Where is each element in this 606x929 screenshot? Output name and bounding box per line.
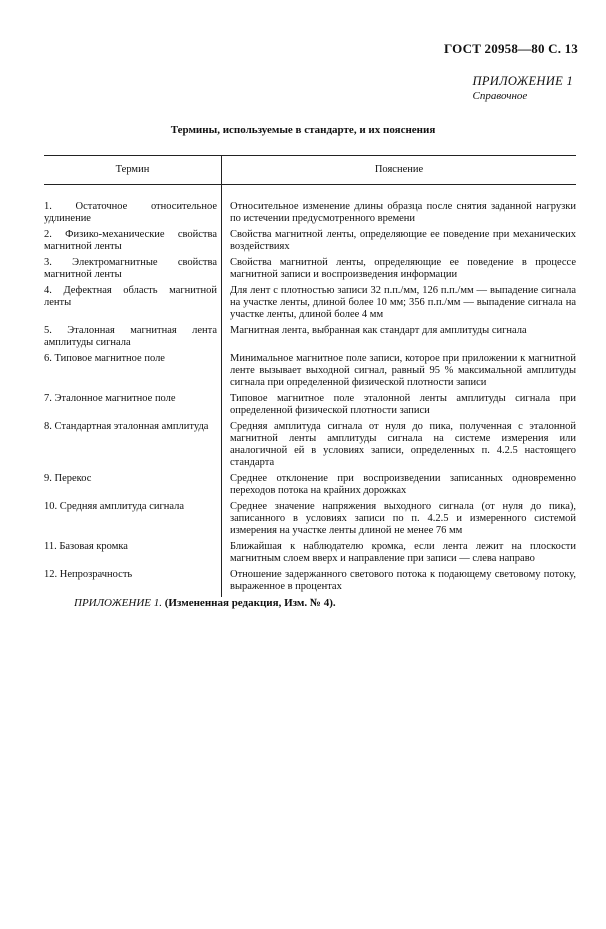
- term-cell: 6. Типовое магнитное поле: [44, 353, 222, 393]
- term-cell: 7. Эталонное магнитное поле: [44, 393, 222, 421]
- explanation-cell: Отношение задержанного светового потока к подающему световому потоку, выраженное в процентах: [230, 569, 576, 592]
- term-cell: 5. Эталонная магнитная лента амплитуды сигнала: [44, 325, 222, 353]
- footer-note: [74, 597, 336, 609]
- explanation-cell: Свойства магнитной ленты, определяющие ее поведение при механических воздействиях: [230, 229, 576, 252]
- term-cell: 8. Стандартная эталонная амплитуда: [44, 421, 222, 473]
- appendix-block: [473, 74, 573, 102]
- explanation-cell: Среднее значение напряжения выходного сигнала (от нуля до пика), записанного в условиях записи по п. 4.2.5 и измеренного системой измерения на участке ленты длиной не менее 76 мм: [230, 501, 576, 536]
- table-row: [44, 353, 576, 393]
- explanation-cell: Для лент с плотностью записи 32 п.п./мм, 126 п.п./мм — выпадение сигнала на участке ленты, длиной более 10 мм; 356 п.п./мм — выпадение сигнала на участке ленты, длиной более 4 мм: [230, 285, 576, 320]
- explanation-cell: Относительное изменение длины образца после снятия заданной нагрузки по истечении предусмотренного времени: [230, 201, 576, 224]
- explanation-cell: Средняя амплитуда сигнала от нуля до пика, полученная с эталонной магнитной ленты амплитуды сигнала на системе измерения или аналогичной ей в условиях записи, определенных п. 4.2.5 настоящего стандарта: [230, 421, 576, 468]
- terms-table: [44, 155, 576, 597]
- term-cell: 11. Базовая кромка: [44, 541, 222, 569]
- term-cell: 10. Средняя амплитуда сигнала: [44, 501, 222, 541]
- table-row: [44, 501, 576, 541]
- explanation-cell: Магнитная лента, выбранная как стандарт для амплитуды сигнала: [230, 325, 527, 336]
- column-header-term: Термин: [44, 156, 222, 185]
- explanation-cell: Типовое магнитное поле эталонной ленты амплитуды сигнала при определенной физической плотности записи: [230, 393, 576, 416]
- term-cell: 9. Перекос: [44, 473, 222, 501]
- footer-appendix-label: ПРИЛОЖЕНИЕ 1.: [74, 597, 162, 609]
- table-row: [44, 421, 576, 473]
- term-cell: 3. Электромагнитные свойства магнитной ленты: [44, 257, 222, 285]
- column-header-explanation: Пояснение: [222, 156, 577, 185]
- document-title: Термины, используемые в стандарте, и их пояснения: [170, 124, 436, 136]
- explanation-cell: Ближайшая к наблюдателю кромка, если лента лежит на плоскости магнитным слоем вверх и направление при записи — слева направо: [230, 541, 576, 564]
- table-header-row: [44, 156, 576, 185]
- table-row: [44, 569, 576, 597]
- table-row: [44, 285, 576, 325]
- term-cell: 2. Физико-механические свойства магнитной ленты: [44, 229, 222, 257]
- gost-page-header: ГОСТ 20958—80 С. 13: [444, 41, 578, 56]
- table-row: [44, 201, 576, 229]
- table-row: [44, 325, 576, 353]
- explanation-cell: Свойства магнитной ленты, определяющие ее поведение в процессе магнитной записи и воспроизведения информации: [230, 257, 576, 280]
- table-row: [44, 257, 576, 285]
- explanation-cell: Среднее отклонение при воспроизведении записанных одновременно переходов потока на крайних дорожках: [230, 473, 576, 496]
- appendix-label: ПРИЛОЖЕНИЕ 1: [472, 74, 573, 88]
- term-cell: 4. Дефектная область магнитной ленты: [44, 285, 222, 325]
- appendix-type: Справочное: [472, 90, 528, 102]
- table-row: [44, 229, 576, 257]
- explanation-cell: Минимальное магнитное поле записи, которое при приложении к магнитной ленте вызывает выходной сигнал, равный 95 % максимальной амплитуды сигнала при определенной физической плотности записи: [230, 353, 576, 388]
- table-row: [44, 393, 576, 421]
- term-cell: 12. Непрозрачность: [44, 569, 222, 597]
- footer-amendment: (Измененная редакция, Изм. № 4).: [164, 597, 336, 609]
- term-cell: 1. Остаточное относительное удлинение: [44, 201, 222, 229]
- table-row: [44, 473, 576, 501]
- table-row: [44, 541, 576, 569]
